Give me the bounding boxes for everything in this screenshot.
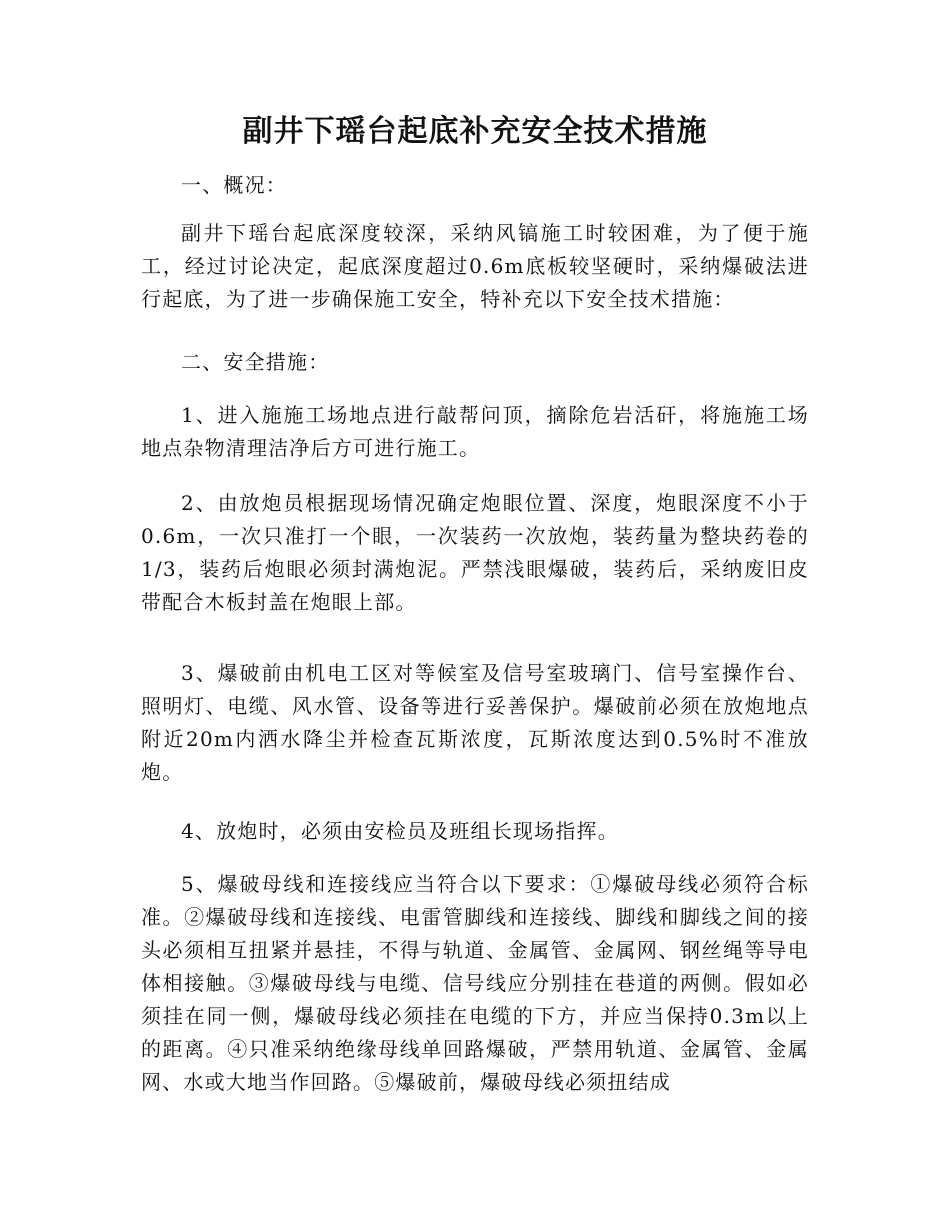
section-heading-overview: 一、概况： [181,173,287,197]
section-heading-safety-measures: 二、安全措施： [181,350,330,374]
safety-measure-4-paragraph: 4、放炮时，必须由安检员及班组长现场指挥。 [181,819,619,843]
document-title: 副井下瑶台起底补充安全技术措施 [242,114,708,149]
safety-measure-1-paragraph: 1、进入施施工场地点进行敲帮问顶，摘除危岩活矸，将施施工场地点杂物清理洁净后方可进行施工。 [141,403,809,460]
safety-measure-3-paragraph: 3、爆破前由机电工区对等候室及信号室玻璃门、信号室操作台、照明灯、电缆、风水管、设备等进行妥善保护。爆破前必须在放炮地点附近20m内洒水降尘并检查瓦斯浓度，瓦斯浓度达到0.5%时不准放炮。 [141,661,809,784]
overview-paragraph: 副井下瑶台起底深度较深，采纳风镐施工时较困难，为了便于施工，经过讨论决定，起底深度超过0.6m底板较坚硬时，采纳爆破法进行起底，为了进一步确保施工安全，特补充以下安全技术措施： [141,221,809,311]
safety-measure-2-paragraph: 2、由放炮员根据现场情况确定炮眼位置、深度，炮眼深度不小于0.6m，一次只准打一个眼，一次装药一次放炮，装药量为整块药卷的1/3，装药后炮眼必须封满炮泥。严禁浅眼爆破，装药后，采纳废旧皮带配合木板封盖在炮眼上部。 [141,491,809,614]
safety-measure-5-paragraph: 5、爆破母线和连接线应当符合以下要求：①爆破母线必须符合标准。②爆破母线和连接线、电雷管脚线和连接线、脚线和脚线之间的接头必须相互扭紧并悬挂，不得与轨道、金属管、金属网、钢丝绳等导电体相接触。③爆破母线与电缆、信号线应分别挂在巷道的两侧。假如必须挂在同一侧，爆破母线必须挂在电缆的下方，并应当保持0.3m以上的距离。④只准采纳绝缘母线单回路爆破，严禁用轨道、金属管、金属网、水或大地当作回路。⑤爆破前，爆破母线必须扭结成 [141,872,809,1094]
